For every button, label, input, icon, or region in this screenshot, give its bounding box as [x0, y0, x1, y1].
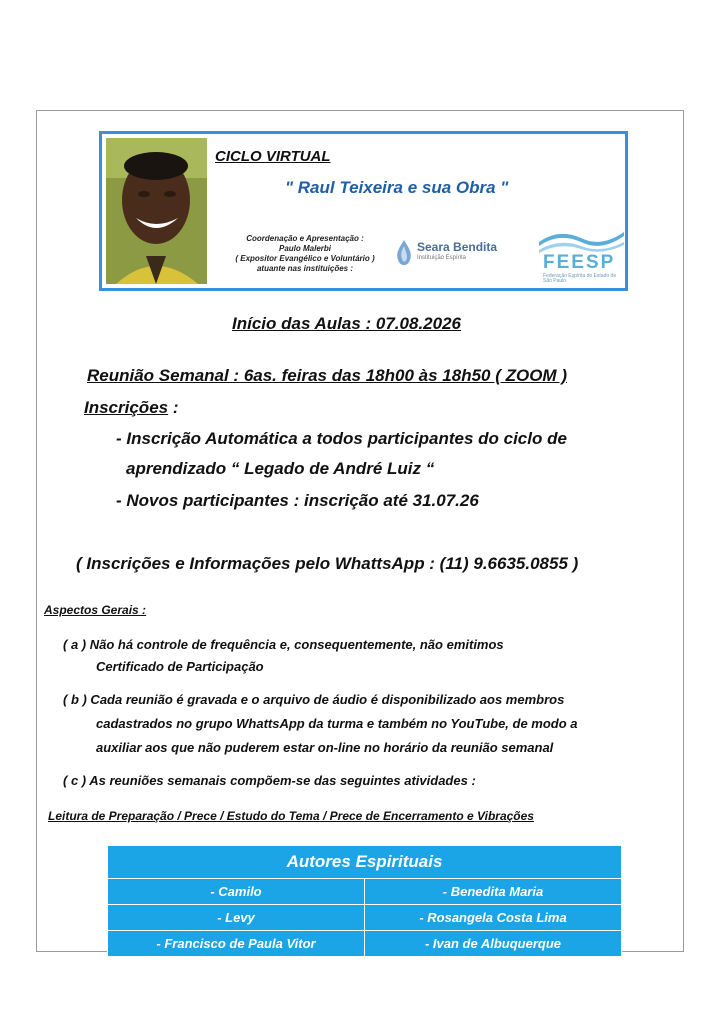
author-cell: - Levy: [108, 905, 365, 931]
aspect-line: ( b ) Cada reunião é gravada e o arquivo de áudio é disponibilizado aos membros: [63, 692, 565, 707]
table-row: [108, 931, 622, 957]
feesp-tagline: Federação Espírita do Estado de São Paulo: [543, 273, 617, 284]
registrations-heading: Inscrições :: [84, 398, 179, 417]
registration-line: - Inscrição Automática a todos participantes do ciclo de: [116, 429, 567, 448]
coordination-text: [230, 234, 380, 274]
registration-line: - Novos participantes : inscrição até 31.07.26: [116, 491, 479, 510]
banner-title: CICLO VIRTUAL: [215, 148, 331, 165]
aspect-line: cadastrados no grupo WhattsApp da turma e também no YouTube, de modo a: [96, 716, 578, 731]
author-cell: - Francisco de Paula Vitor: [108, 931, 365, 957]
coord-line: Paulo Malerbi: [278, 244, 331, 253]
seara-bendita-logo: [395, 238, 497, 268]
spiritual-authors-table: [107, 845, 622, 957]
coord-line: ( Expositor Evangélico e Voluntário ): [235, 254, 375, 263]
coord-line: Coordenação e Apresentação :: [246, 234, 364, 243]
general-aspects-heading: Aspectos Gerais :: [44, 603, 147, 617]
aspect-line: auxiliar aos que não puderem estar on-line no horário da reunião semanal: [96, 740, 554, 755]
registration-line: aprendizado “ Legado de André Luiz “: [126, 459, 435, 478]
author-cell: - Benedita Maria: [365, 879, 622, 905]
course-banner: [99, 131, 628, 291]
seara-tagline: Instituição Espírita: [417, 255, 467, 261]
feesp-name: FEESP: [543, 252, 616, 273]
author-cell: - Camilo: [108, 879, 365, 905]
feesp-logo: [539, 222, 624, 286]
seara-name: Seara Bendita Instituição Espírita: [417, 242, 497, 264]
start-date: Início das Aulas : 07.08.2026: [232, 314, 461, 333]
author-cell: - Rosangela Costa Lima: [365, 905, 622, 931]
author-cell: - Ivan de Albuquerque: [365, 931, 622, 957]
seara-flame-icon: [395, 240, 413, 266]
activities-list: Leitura de Preparação / Prece / Estudo do Tema / Prece de Encerramento e Vibrações: [48, 809, 534, 823]
aspect-line: ( a ) Não há controle de frequência e, consequentemente, não emitimos: [63, 637, 504, 652]
aspect-line: Certificado de Participação: [96, 659, 264, 674]
aspect-line: ( c ) As reuniões semanais compõem-se das seguintes atividades :: [63, 773, 476, 788]
presenter-photo: [106, 138, 207, 284]
table-row: [108, 879, 622, 905]
coord-line: atuante nas instituições :: [256, 264, 354, 273]
feesp-wave-icon: [539, 222, 624, 256]
authors-header: Autores Espirituais: [108, 846, 622, 879]
banner-subtitle: " Raul Teixeira e sua Obra ": [285, 178, 509, 197]
table-row: [108, 905, 622, 931]
weekly-meeting: Reunião Semanal : 6as. feiras das 18h00 às 18h50 ( ZOOM ): [87, 366, 567, 385]
whatsapp-contact: ( Inscrições e Informações pelo WhattsApp : (11) 9.6635.0855 ): [76, 554, 579, 573]
